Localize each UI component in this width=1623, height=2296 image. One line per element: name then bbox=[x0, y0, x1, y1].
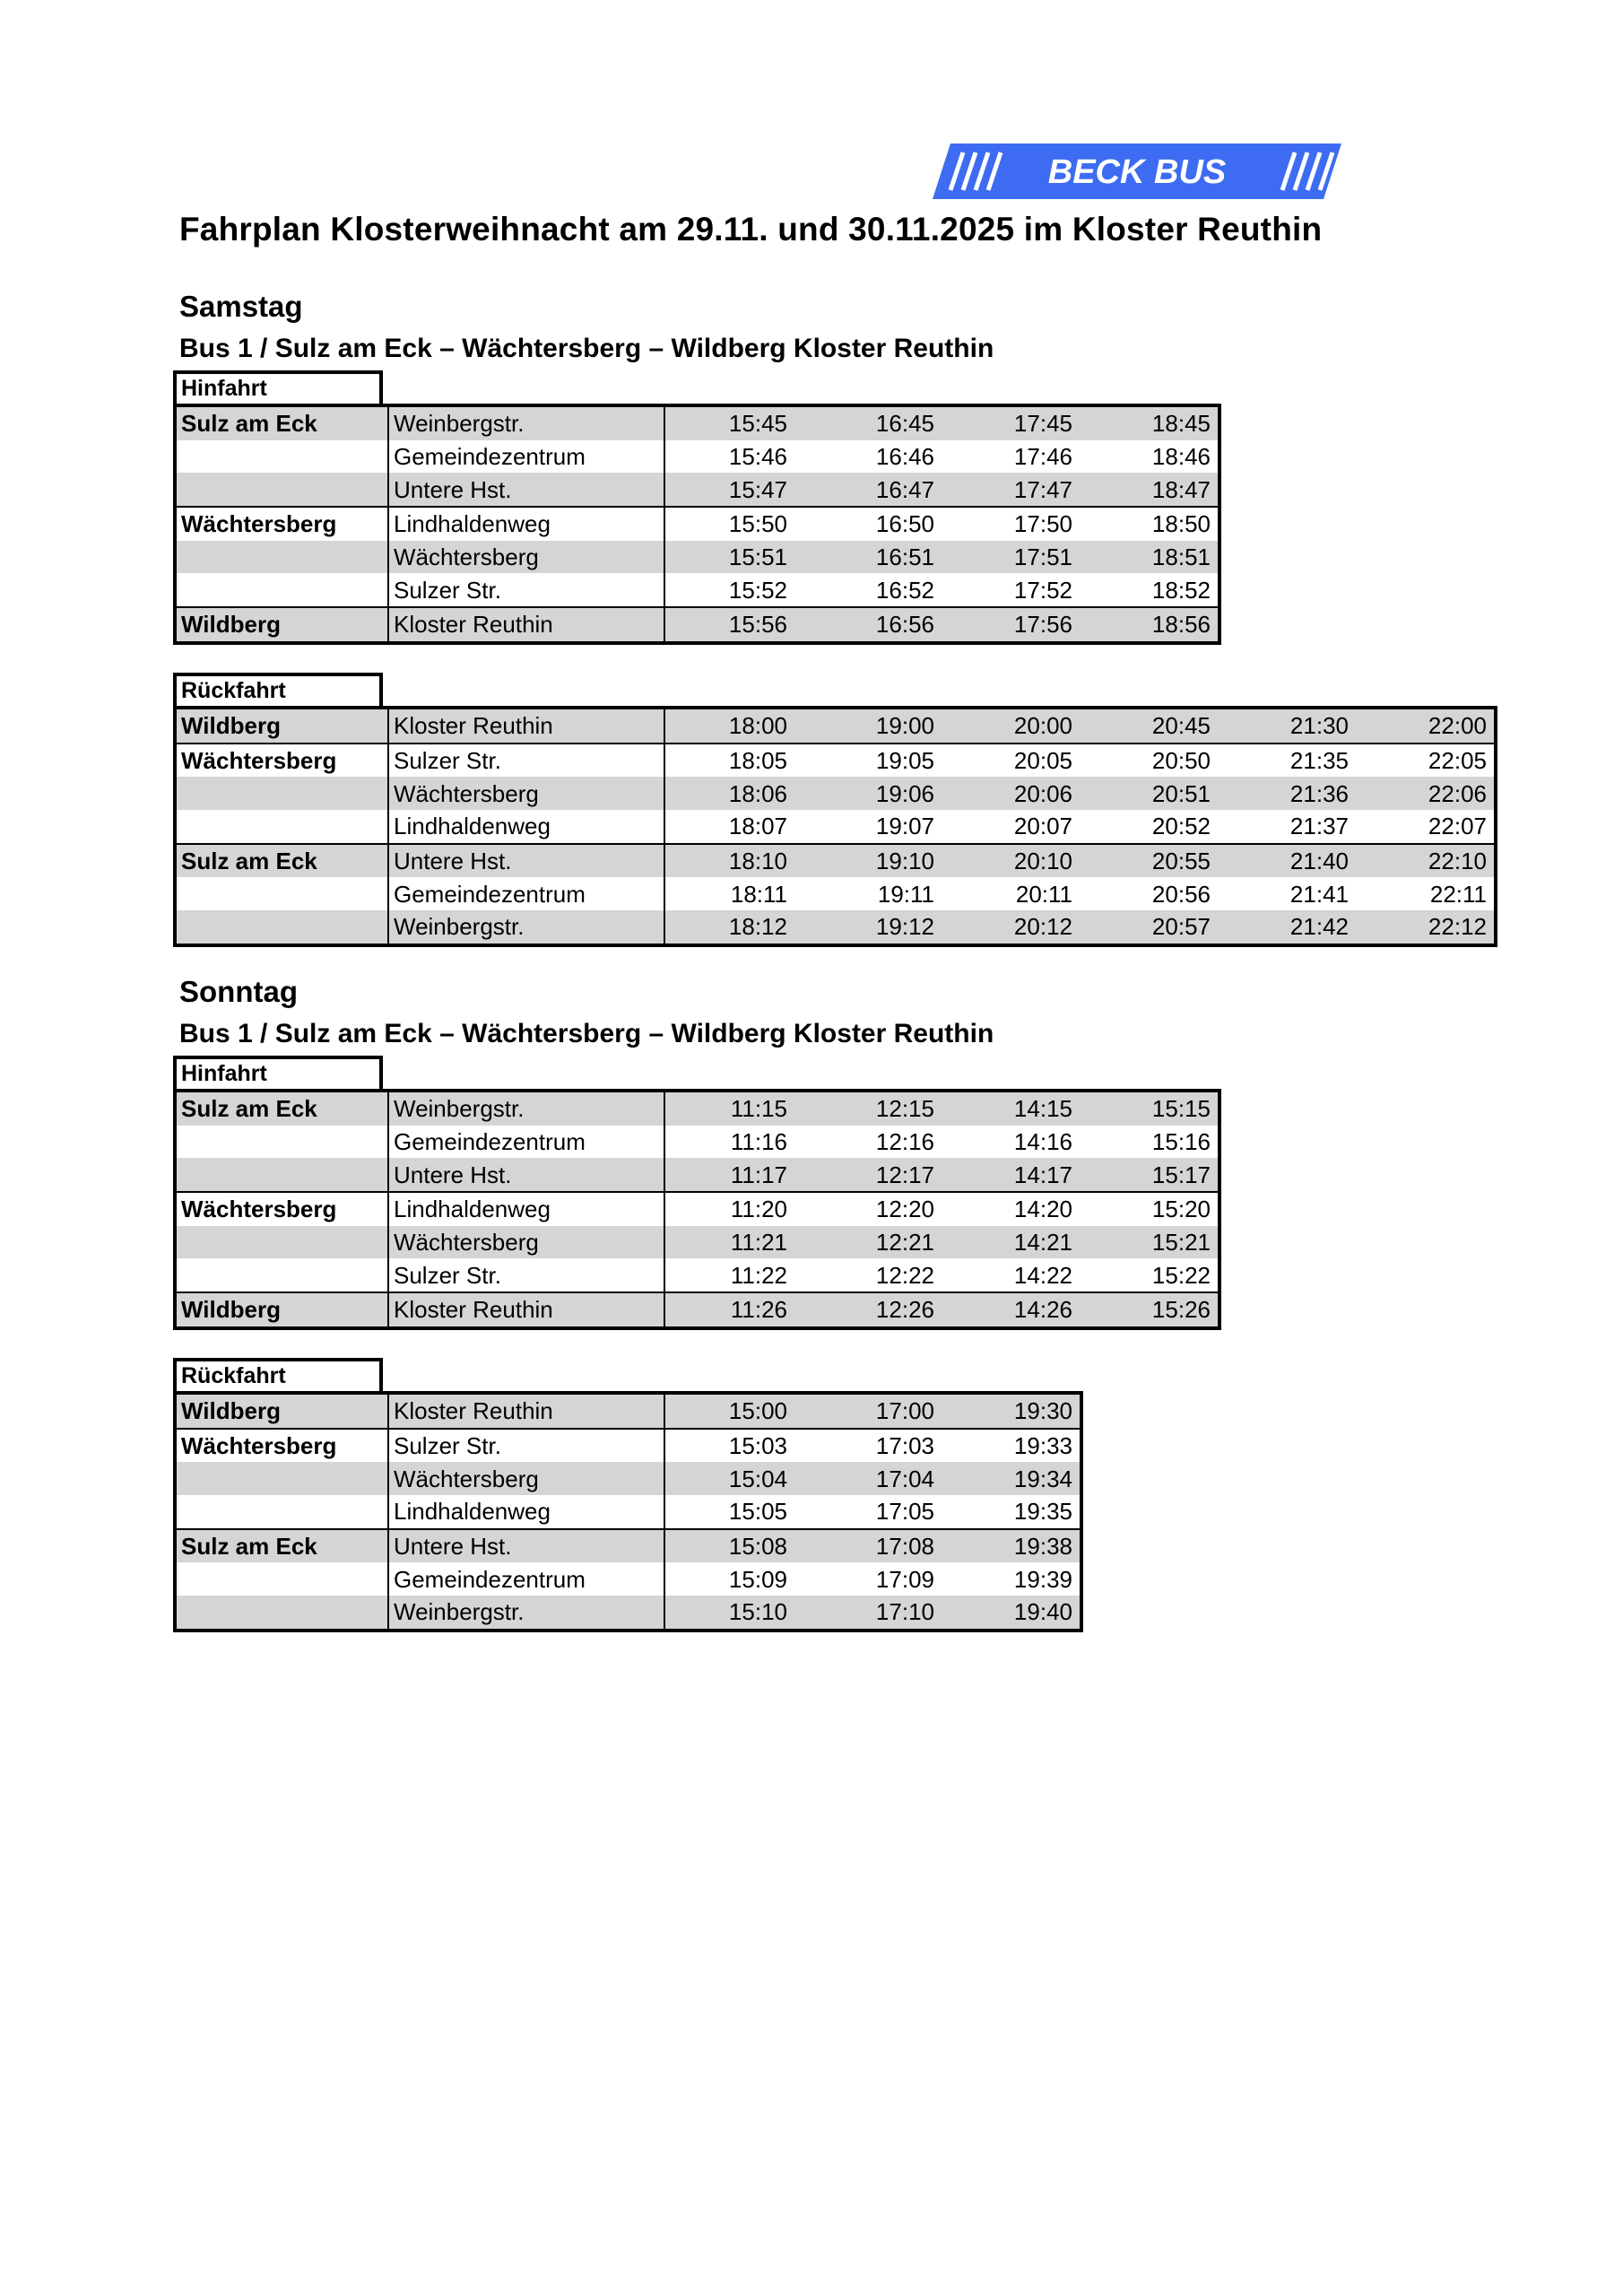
timetable-sun-return bbox=[173, 1391, 1083, 1632]
town-cell bbox=[175, 1126, 388, 1159]
departure-time-cell: 15:50 bbox=[664, 507, 803, 541]
town-cell: Sulz am Eck bbox=[175, 1091, 388, 1126]
departure-time-cell: 19:30 bbox=[942, 1393, 1081, 1429]
direction-label-sat-return: Rückfahrt bbox=[173, 673, 383, 706]
stop-cell: Weinbergstr. bbox=[388, 1091, 664, 1126]
departure-time-cell: 11:21 bbox=[664, 1226, 803, 1259]
departure-time-cell: 19:00 bbox=[803, 708, 942, 744]
departure-time-cell: 22:11 bbox=[1429, 880, 1487, 908]
timetable-row bbox=[175, 877, 1496, 910]
timetable-row bbox=[175, 440, 1219, 474]
timetable-row bbox=[175, 573, 1219, 607]
departure-time-cell: 17:45 bbox=[942, 405, 1080, 440]
departure-time-cell: 18:47 bbox=[1080, 473, 1219, 507]
departure-time-cell: 20:56 bbox=[1151, 880, 1211, 908]
departure-time-cell: 18:51 bbox=[1080, 541, 1219, 574]
timetable-row bbox=[175, 1393, 1081, 1429]
day-heading-sunday: Sonntag bbox=[179, 975, 298, 1008]
departure-time-cell: 11:16 bbox=[730, 1128, 787, 1156]
town-cell bbox=[175, 541, 388, 574]
departure-time-cell: 15:21 bbox=[1080, 1226, 1219, 1259]
stop-cell: Lindhaldenweg bbox=[388, 507, 664, 541]
departure-time-cell: 15:00 bbox=[664, 1393, 803, 1429]
departure-time-cell: 18:56 bbox=[1080, 607, 1219, 643]
departure-time-cell: 15:45 bbox=[664, 405, 803, 440]
departure-time-cell: 20:50 bbox=[1080, 744, 1218, 778]
stop-cell: Lindhaldenweg bbox=[388, 810, 664, 844]
departure-time-cell: 17:47 bbox=[942, 473, 1080, 507]
departure-time-cell: 15:03 bbox=[664, 1429, 803, 1463]
departure-time-cell: 17:52 bbox=[1013, 576, 1072, 604]
town-cell bbox=[175, 910, 388, 945]
town-cell: Wächtersberg bbox=[175, 507, 388, 541]
departure-time-cell: 22:05 bbox=[1356, 744, 1496, 778]
timetable-row bbox=[175, 1292, 1219, 1328]
departure-time-cell: 17:46 bbox=[1013, 443, 1072, 471]
stop-cell: Wächtersberg bbox=[388, 777, 664, 810]
timetable-row bbox=[175, 1258, 1219, 1292]
stop-cell: Sulzer Str. bbox=[388, 1258, 664, 1292]
departure-time-cell: 19:10 bbox=[803, 844, 942, 878]
timetable-row bbox=[175, 507, 1219, 541]
departure-time-cell: 15:52 bbox=[728, 576, 787, 604]
timetable-row bbox=[175, 541, 1219, 574]
departure-time-cell: 12:17 bbox=[803, 1158, 942, 1192]
timetable-row bbox=[175, 1495, 1081, 1529]
departure-time-cell: 15:10 bbox=[664, 1596, 803, 1631]
departure-time-cell: 21:30 bbox=[1218, 708, 1356, 744]
departure-time-cell: 20:05 bbox=[942, 744, 1080, 778]
departure-time-cell: 15:47 bbox=[664, 473, 803, 507]
departure-time-cell: 18:50 bbox=[1080, 507, 1219, 541]
timetable-row bbox=[175, 405, 1219, 440]
departure-time-cell: 17:08 bbox=[803, 1529, 942, 1563]
timetable-sat-return bbox=[173, 706, 1497, 947]
town-cell: Wildberg bbox=[175, 607, 388, 643]
departure-time-cell: 14:22 bbox=[1013, 1261, 1072, 1289]
departure-time-cell: 15:56 bbox=[664, 607, 803, 643]
departure-time-cell: 11:22 bbox=[730, 1261, 787, 1289]
departure-time-cell: 16:45 bbox=[803, 405, 942, 440]
departure-time-cell: 15:05 bbox=[728, 1498, 787, 1526]
departure-time-cell: 18:12 bbox=[664, 910, 803, 945]
departure-time-cell: 12:26 bbox=[803, 1292, 942, 1328]
stop-cell: Weinbergstr. bbox=[388, 1596, 664, 1631]
stop-cell: Untere Hst. bbox=[388, 844, 664, 878]
departure-time-cell: 18:11 bbox=[730, 880, 787, 908]
departure-time-cell: 21:35 bbox=[1218, 744, 1356, 778]
departure-time-cell: 14:15 bbox=[942, 1091, 1080, 1126]
stop-cell: Sulzer Str. bbox=[388, 744, 664, 778]
departure-time-cell: 16:56 bbox=[803, 607, 942, 643]
town-cell bbox=[175, 573, 388, 607]
departure-time-cell: 18:46 bbox=[1151, 443, 1211, 471]
town-cell bbox=[175, 777, 388, 810]
timetable-sun-outbound bbox=[173, 1089, 1221, 1330]
departure-time-cell: 20:55 bbox=[1080, 844, 1218, 878]
departure-time-cell: 17:50 bbox=[942, 507, 1080, 541]
stop-cell: Gemeindezentrum bbox=[388, 1562, 664, 1596]
town-cell bbox=[175, 877, 388, 910]
timetable-row bbox=[175, 910, 1496, 945]
departure-time-cell: 11:20 bbox=[664, 1192, 803, 1226]
departure-time-cell: 16:51 bbox=[803, 541, 942, 574]
stop-cell: Gemeindezentrum bbox=[388, 877, 664, 910]
town-cell bbox=[175, 440, 388, 474]
timetable-row bbox=[175, 1596, 1081, 1631]
town-cell bbox=[175, 1562, 388, 1596]
town-cell bbox=[175, 1158, 388, 1192]
stop-cell: Wächtersberg bbox=[388, 1462, 664, 1495]
departure-time-cell: 17:56 bbox=[942, 607, 1080, 643]
timetable-row bbox=[175, 607, 1219, 643]
timetable-row bbox=[175, 777, 1496, 810]
stop-cell: Untere Hst. bbox=[388, 1158, 664, 1192]
timetable-row bbox=[175, 1158, 1219, 1192]
direction-label-sun-return: Rückfahrt bbox=[173, 1358, 383, 1391]
departure-time-cell: 15:08 bbox=[664, 1529, 803, 1563]
town-cell: Sulz am Eck bbox=[175, 405, 388, 440]
departure-time-cell: 14:26 bbox=[942, 1292, 1080, 1328]
stop-cell: Untere Hst. bbox=[388, 1529, 664, 1563]
departure-time-cell: 15:51 bbox=[664, 541, 803, 574]
timetable-row bbox=[175, 844, 1496, 878]
stop-cell: Kloster Reuthin bbox=[388, 1292, 664, 1328]
timetable-row bbox=[175, 1529, 1081, 1563]
timetable-row bbox=[175, 1126, 1219, 1159]
departure-time-cell: 16:52 bbox=[875, 576, 934, 604]
stop-cell: Weinbergstr. bbox=[388, 405, 664, 440]
departure-time-cell: 18:45 bbox=[1080, 405, 1219, 440]
departure-time-cell: 20:12 bbox=[942, 910, 1080, 945]
timetable-row bbox=[175, 708, 1496, 744]
stop-cell: Lindhaldenweg bbox=[388, 1192, 664, 1226]
town-cell: Sulz am Eck bbox=[175, 1529, 388, 1563]
departure-time-cell: 19:34 bbox=[942, 1462, 1081, 1495]
departure-time-cell: 17:51 bbox=[942, 541, 1080, 574]
departure-time-cell: 19:06 bbox=[803, 777, 942, 810]
town-cell: Wildberg bbox=[175, 1393, 388, 1429]
departure-time-cell: 20:00 bbox=[942, 708, 1080, 744]
departure-time-cell: 19:35 bbox=[1013, 1498, 1072, 1526]
town-cell bbox=[175, 1495, 388, 1529]
departure-time-cell: 19:12 bbox=[803, 910, 942, 945]
timetable-sat-outbound bbox=[173, 404, 1221, 645]
stop-cell: Gemeindezentrum bbox=[388, 440, 664, 474]
departure-time-cell: 18:52 bbox=[1151, 576, 1211, 604]
departure-time-cell: 17:04 bbox=[803, 1462, 942, 1495]
town-cell bbox=[175, 1462, 388, 1495]
departure-time-cell: 15:16 bbox=[1151, 1128, 1211, 1156]
departure-time-cell: 14:16 bbox=[1013, 1128, 1072, 1156]
town-cell bbox=[175, 1226, 388, 1259]
departure-time-cell: 20:57 bbox=[1080, 910, 1218, 945]
timetable-row bbox=[175, 1429, 1081, 1463]
departure-time-cell: 11:26 bbox=[664, 1292, 803, 1328]
departure-time-cell: 15:20 bbox=[1080, 1192, 1219, 1226]
page-title: Fahrplan Klosterweihnacht am 29.11. und 30.11.2025 im Kloster Reuthin bbox=[179, 211, 1323, 248]
departure-time-cell: 22:12 bbox=[1356, 910, 1496, 945]
timetable-row bbox=[175, 473, 1219, 507]
route-heading-sunday: Bus 1 / Sulz am Eck – Wächtersberg – Wildberg Kloster Reuthin bbox=[179, 1019, 994, 1048]
departure-time-cell: 12:20 bbox=[803, 1192, 942, 1226]
town-cell: Wächtersberg bbox=[175, 744, 388, 778]
departure-time-cell: 19:33 bbox=[942, 1429, 1081, 1463]
town-cell: Wildberg bbox=[175, 708, 388, 744]
departure-time-cell: 12:22 bbox=[875, 1261, 934, 1289]
departure-time-cell: 21:42 bbox=[1218, 910, 1356, 945]
departure-time-cell: 14:21 bbox=[942, 1226, 1080, 1259]
departure-time-cell: 19:11 bbox=[877, 880, 934, 908]
stop-cell: Sulzer Str. bbox=[388, 573, 664, 607]
timetable-row bbox=[175, 1562, 1081, 1596]
departure-time-cell: 11:17 bbox=[664, 1158, 803, 1192]
departure-time-cell: 18:10 bbox=[664, 844, 803, 878]
departure-time-cell: 20:06 bbox=[942, 777, 1080, 810]
departure-time-cell: 12:15 bbox=[803, 1091, 942, 1126]
town-cell: Wächtersberg bbox=[175, 1192, 388, 1226]
departure-time-cell: 15:04 bbox=[664, 1462, 803, 1495]
departure-time-cell: 15:46 bbox=[728, 443, 787, 471]
town-cell bbox=[175, 1258, 388, 1292]
town-cell: Sulz am Eck bbox=[175, 844, 388, 878]
departure-time-cell: 19:40 bbox=[942, 1596, 1081, 1631]
departure-time-cell: 17:09 bbox=[875, 1565, 934, 1593]
beck-bus-logo bbox=[933, 144, 1341, 199]
town-cell: Wächtersberg bbox=[175, 1429, 388, 1463]
stop-cell: Lindhaldenweg bbox=[388, 1495, 664, 1529]
departure-time-cell: 15:09 bbox=[728, 1565, 787, 1593]
timetable-row bbox=[175, 744, 1496, 778]
stop-cell: Kloster Reuthin bbox=[388, 1393, 664, 1429]
departure-time-cell: 14:17 bbox=[942, 1158, 1080, 1192]
town-cell bbox=[175, 473, 388, 507]
departure-time-cell: 20:52 bbox=[1151, 813, 1211, 840]
departure-time-cell: 15:17 bbox=[1080, 1158, 1219, 1192]
timetable-row bbox=[175, 1091, 1219, 1126]
town-cell bbox=[175, 810, 388, 844]
timetable-row bbox=[175, 1226, 1219, 1259]
departure-time-cell: 17:03 bbox=[803, 1429, 942, 1463]
stop-cell: Weinbergstr. bbox=[388, 910, 664, 945]
departure-time-cell: 15:15 bbox=[1080, 1091, 1219, 1126]
departure-time-cell: 22:07 bbox=[1428, 813, 1487, 840]
departure-time-cell: 21:40 bbox=[1218, 844, 1356, 878]
departure-time-cell: 19:05 bbox=[803, 744, 942, 778]
town-cell: Wildberg bbox=[175, 1292, 388, 1328]
departure-time-cell: 22:10 bbox=[1356, 844, 1496, 878]
departure-time-cell: 20:51 bbox=[1080, 777, 1218, 810]
departure-time-cell: 19:07 bbox=[875, 813, 934, 840]
departure-time-cell: 21:36 bbox=[1218, 777, 1356, 810]
departure-time-cell: 22:00 bbox=[1356, 708, 1496, 744]
departure-time-cell: 20:10 bbox=[942, 844, 1080, 878]
departure-time-cell: 20:07 bbox=[1013, 813, 1072, 840]
departure-time-cell: 17:00 bbox=[803, 1393, 942, 1429]
timetable-row bbox=[175, 1192, 1219, 1226]
departure-time-cell: 18:00 bbox=[664, 708, 803, 744]
stop-cell: Untere Hst. bbox=[388, 473, 664, 507]
departure-time-cell: 21:37 bbox=[1289, 813, 1349, 840]
departure-time-cell: 15:26 bbox=[1080, 1292, 1219, 1328]
stop-cell: Sulzer Str. bbox=[388, 1429, 664, 1463]
departure-time-cell: 12:21 bbox=[803, 1226, 942, 1259]
town-cell bbox=[175, 1596, 388, 1631]
departure-time-cell: 12:16 bbox=[875, 1128, 934, 1156]
stop-cell: Kloster Reuthin bbox=[388, 607, 664, 643]
departure-time-cell: 17:05 bbox=[875, 1498, 934, 1526]
departure-time-cell: 20:45 bbox=[1080, 708, 1218, 744]
departure-time-cell: 17:10 bbox=[803, 1596, 942, 1631]
departure-time-cell: 16:46 bbox=[875, 443, 934, 471]
logo-text: BECK BUS bbox=[1047, 153, 1227, 191]
departure-time-cell: 18:07 bbox=[728, 813, 787, 840]
departure-time-cell: 18:05 bbox=[664, 744, 803, 778]
departure-time-cell: 16:47 bbox=[803, 473, 942, 507]
timetable-row bbox=[175, 810, 1496, 844]
departure-time-cell: 20:11 bbox=[1015, 880, 1072, 908]
route-heading-saturday: Bus 1 / Sulz am Eck – Wächtersberg – Wildberg Kloster Reuthin bbox=[179, 334, 994, 363]
departure-time-cell: 14:20 bbox=[942, 1192, 1080, 1226]
direction-label-sat-out: Hinfahrt bbox=[173, 370, 383, 404]
departure-time-cell: 19:38 bbox=[942, 1529, 1081, 1563]
direction-label-sun-out: Hinfahrt bbox=[173, 1056, 383, 1089]
stop-cell: Wächtersberg bbox=[388, 1226, 664, 1259]
departure-time-cell: 11:15 bbox=[664, 1091, 803, 1126]
departure-time-cell: 22:06 bbox=[1356, 777, 1496, 810]
day-heading-saturday: Samstag bbox=[179, 290, 303, 323]
departure-time-cell: 16:50 bbox=[803, 507, 942, 541]
timetable-row bbox=[175, 1462, 1081, 1495]
departure-time-cell: 21:41 bbox=[1289, 880, 1349, 908]
departure-time-cell: 18:06 bbox=[664, 777, 803, 810]
departure-time-cell: 15:22 bbox=[1151, 1261, 1211, 1289]
stop-cell: Kloster Reuthin bbox=[388, 708, 664, 744]
stop-cell: Wächtersberg bbox=[388, 541, 664, 574]
stop-cell: Gemeindezentrum bbox=[388, 1126, 664, 1159]
departure-time-cell: 19:39 bbox=[1013, 1565, 1072, 1593]
